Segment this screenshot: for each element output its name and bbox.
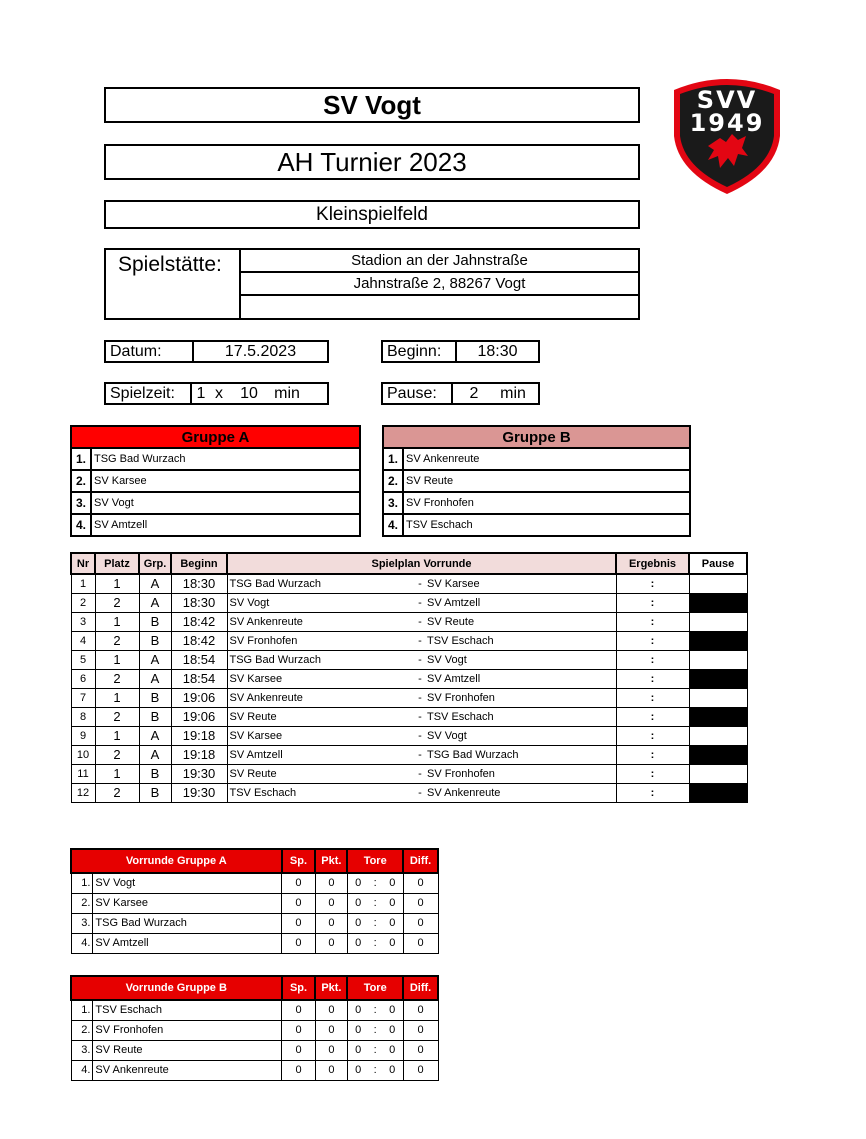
standings-row — [71, 1000, 438, 1020]
match-grp: A — [139, 726, 171, 745]
pause-cell — [689, 783, 747, 802]
home-team: TSV Eschach — [227, 783, 415, 802]
match-grp: B — [139, 631, 171, 650]
match-result: : — [616, 745, 689, 764]
match-grp: B — [139, 612, 171, 631]
standing-sp: 0 — [282, 1020, 316, 1040]
match-dash: - — [415, 669, 425, 688]
rank: 4. — [72, 515, 92, 535]
match-grp: A — [139, 593, 171, 612]
standing-team: SV Amtzell — [93, 933, 282, 953]
match-nr: 10 — [71, 745, 95, 764]
match-dash: - — [415, 783, 425, 802]
col-tore: Tore — [347, 976, 403, 1000]
venue-address: Jahnstraße 2, 88267 Vogt — [241, 273, 638, 296]
goals-for: 0 — [355, 1064, 362, 1076]
goals-against: 0 — [389, 1064, 396, 1076]
standing-rank: 4. — [71, 933, 93, 953]
goals-sep: : — [373, 937, 377, 949]
standing-pkt: 0 — [315, 1020, 347, 1040]
goals-against: 0 — [389, 877, 396, 890]
match-result: : — [616, 783, 689, 802]
away-team: SV Ankenreute — [425, 783, 616, 802]
match-grp: B — [139, 688, 171, 707]
standing-rank: 2. — [71, 893, 93, 913]
pause-cell — [689, 669, 747, 688]
group-a-box — [70, 425, 361, 537]
match-row — [71, 726, 747, 745]
standings-row — [71, 1060, 438, 1080]
goals-for: 0 — [355, 917, 362, 929]
rank: 1. — [72, 449, 92, 469]
goals-sep: : — [373, 1044, 377, 1056]
standing-diff: 0 — [403, 893, 438, 913]
match-nr: 3 — [71, 612, 95, 631]
goals-for: 0 — [355, 1024, 362, 1036]
match-time: 18:42 — [171, 631, 227, 650]
match-platz: 2 — [95, 593, 139, 612]
standings-row — [71, 893, 438, 913]
goals-sep: : — [373, 897, 377, 909]
match-row — [71, 593, 747, 612]
match-row — [71, 669, 747, 688]
team-name: SV Karsee — [94, 475, 147, 487]
goals-against: 0 — [389, 1044, 396, 1056]
standing-tore — [347, 1000, 403, 1020]
pause-unit: min — [500, 384, 526, 402]
pause-cell — [689, 764, 747, 783]
spielzeit-count: 1 — [196, 384, 206, 402]
goals-sep: : — [373, 917, 377, 929]
standings-a-header — [71, 849, 438, 873]
match-nr: 8 — [71, 707, 95, 726]
standing-diff: 0 — [403, 1040, 438, 1060]
col-diff: Diff. — [403, 849, 438, 873]
match-nr: 2 — [71, 593, 95, 612]
goals-for: 0 — [355, 897, 362, 909]
match-platz: 2 — [95, 783, 139, 802]
tournament-title: AH Turnier 2023 — [104, 144, 640, 180]
pause-box — [381, 382, 540, 405]
standings-a-table — [70, 848, 439, 954]
pause-cell — [689, 688, 747, 707]
match-dash: - — [415, 745, 425, 764]
standing-tore — [347, 913, 403, 933]
match-nr: 6 — [71, 669, 95, 688]
col-tore: Tore — [347, 849, 403, 873]
away-team: TSV Eschach — [425, 707, 616, 726]
spielzeit-x: x — [215, 384, 223, 402]
standing-diff: 0 — [403, 1000, 438, 1020]
goals-for: 0 — [355, 1004, 362, 1017]
venue-name: Stadion an der Jahnstraße — [241, 250, 638, 273]
spielzeit-label: Spielzeit: — [106, 384, 192, 403]
away-team: SV Fronhofen — [425, 764, 616, 783]
standing-team: SV Ankenreute — [93, 1060, 282, 1080]
match-nr: 9 — [71, 726, 95, 745]
away-team: SV Fronhofen — [425, 688, 616, 707]
match-result: : — [616, 574, 689, 593]
beginn-label: Beginn: — [383, 342, 457, 361]
group-a-row — [72, 471, 359, 493]
match-grp: B — [139, 707, 171, 726]
standing-team: TSG Bad Wurzach — [93, 913, 282, 933]
standing-team: SV Karsee — [93, 893, 282, 913]
col-nr: Nr — [71, 553, 95, 574]
match-time: 19:30 — [171, 764, 227, 783]
match-row — [71, 783, 747, 802]
col-spielplan: Spielplan Vorrunde — [227, 553, 616, 574]
match-platz: 1 — [95, 726, 139, 745]
match-grp: B — [139, 783, 171, 802]
venue-lines — [239, 250, 638, 318]
team-name: TSG Bad Wurzach — [94, 453, 186, 465]
match-platz: 2 — [95, 707, 139, 726]
standing-rank: 1. — [71, 1000, 93, 1020]
home-team: SV Karsee — [227, 669, 415, 688]
pause-cell — [689, 612, 747, 631]
standing-rank: 4. — [71, 1060, 93, 1080]
field-title: Kleinspielfeld — [104, 200, 640, 229]
match-platz: 2 — [95, 745, 139, 764]
match-result: : — [616, 631, 689, 650]
club-logo — [668, 76, 786, 196]
goals-against: 0 — [389, 917, 396, 929]
match-nr: 12 — [71, 783, 95, 802]
match-grp: B — [139, 764, 171, 783]
club-title: SV Vogt — [104, 87, 640, 123]
group-b-row — [384, 493, 689, 515]
match-time: 18:54 — [171, 669, 227, 688]
venue-line-empty — [241, 296, 638, 318]
standing-sp: 0 — [282, 1040, 316, 1060]
col-beginn: Beginn — [171, 553, 227, 574]
pause-minutes: 2 — [469, 384, 479, 402]
match-dash: - — [415, 631, 425, 650]
standing-team: SV Reute — [93, 1040, 282, 1060]
standing-diff: 0 — [403, 873, 438, 893]
match-result: : — [616, 593, 689, 612]
match-dash: - — [415, 650, 425, 669]
team-name: SV Reute — [406, 475, 454, 487]
home-team: SV Ankenreute — [227, 688, 415, 707]
goals-against: 0 — [389, 897, 396, 909]
pause-cell — [689, 745, 747, 764]
schedule-header — [71, 553, 747, 574]
match-platz: 1 — [95, 650, 139, 669]
match-row — [71, 574, 747, 593]
standing-tore — [347, 893, 403, 913]
match-time: 19:06 — [171, 707, 227, 726]
match-platz: 2 — [95, 669, 139, 688]
group-a-row — [72, 515, 359, 535]
home-team: SV Reute — [227, 707, 415, 726]
home-team: SV Vogt — [227, 593, 415, 612]
standing-pkt: 0 — [315, 1060, 347, 1080]
spielzeit-unit: min — [274, 384, 300, 402]
rank: 1. — [384, 449, 404, 469]
away-team: SV Reute — [425, 612, 616, 631]
venue-box — [104, 248, 640, 320]
group-b-row — [384, 449, 689, 471]
venue-label: Spielstätte: — [118, 253, 222, 276]
standing-sp: 0 — [282, 1000, 316, 1020]
group-b-row — [384, 471, 689, 493]
goals-sep: : — [373, 877, 377, 890]
home-team: SV Amtzell — [227, 745, 415, 764]
col-pause: Pause — [689, 553, 747, 574]
match-grp: A — [139, 650, 171, 669]
match-result: : — [616, 669, 689, 688]
standing-sp: 0 — [282, 933, 316, 953]
rank: 4. — [384, 515, 404, 535]
match-row — [71, 688, 747, 707]
away-team: SV Vogt — [425, 650, 616, 669]
col-platz: Platz — [95, 553, 139, 574]
away-team: TSV Eschach — [425, 631, 616, 650]
schedule-table — [70, 552, 748, 803]
pause-cell — [689, 574, 747, 593]
pause-cell — [689, 707, 747, 726]
match-result: : — [616, 650, 689, 669]
standing-pkt: 0 — [315, 873, 347, 893]
goals-against: 0 — [389, 1024, 396, 1036]
standing-diff: 0 — [403, 1020, 438, 1040]
standing-diff: 0 — [403, 933, 438, 953]
group-a-row — [72, 493, 359, 515]
standing-team: SV Fronhofen — [93, 1020, 282, 1040]
group-a-title: Gruppe A — [72, 427, 359, 449]
col-sp: Sp. — [282, 849, 316, 873]
standing-rank: 2. — [71, 1020, 93, 1040]
home-team: SV Reute — [227, 764, 415, 783]
standing-rank: 3. — [71, 913, 93, 933]
svg-text:SVV: SVV — [696, 86, 758, 114]
spielzeit-box — [104, 382, 329, 405]
standings-row — [71, 913, 438, 933]
match-dash: - — [415, 726, 425, 745]
svv-crest-icon — [668, 76, 786, 196]
away-team: SV Vogt — [425, 726, 616, 745]
goals-for: 0 — [355, 877, 362, 890]
svg-text:1949: 1949 — [689, 109, 765, 137]
match-platz: 2 — [95, 631, 139, 650]
standing-tore — [347, 1040, 403, 1060]
match-result: : — [616, 726, 689, 745]
standings-b-table — [70, 975, 439, 1081]
standing-sp: 0 — [282, 873, 316, 893]
goals-for: 0 — [355, 1044, 362, 1056]
away-team: SV Amtzell — [425, 593, 616, 612]
match-dash: - — [415, 593, 425, 612]
standings-b-title: Vorrunde Gruppe B — [71, 976, 282, 1000]
match-time: 18:30 — [171, 593, 227, 612]
col-diff: Diff. — [403, 976, 438, 1000]
standing-sp: 0 — [282, 893, 316, 913]
home-team: SV Karsee — [227, 726, 415, 745]
match-time: 18:30 — [171, 574, 227, 593]
match-nr: 11 — [71, 764, 95, 783]
match-platz: 1 — [95, 688, 139, 707]
match-nr: 4 — [71, 631, 95, 650]
standing-pkt: 0 — [315, 893, 347, 913]
standings-row — [71, 933, 438, 953]
goals-sep: : — [373, 1004, 377, 1017]
goals-for: 0 — [355, 937, 362, 949]
team-name: TSV Eschach — [406, 519, 473, 531]
match-row — [71, 631, 747, 650]
team-name: SV Vogt — [94, 497, 134, 509]
team-name: SV Amtzell — [94, 519, 148, 531]
match-time: 19:18 — [171, 726, 227, 745]
match-time: 19:06 — [171, 688, 227, 707]
goals-sep: : — [373, 1024, 377, 1036]
standing-sp: 0 — [282, 913, 316, 933]
standing-tore — [347, 1060, 403, 1080]
standings-row — [71, 873, 438, 893]
rank: 2. — [384, 471, 404, 491]
pause-cell — [689, 593, 747, 612]
pause-cell — [689, 726, 747, 745]
match-time: 19:30 — [171, 783, 227, 802]
standings-b-header — [71, 976, 438, 1000]
match-time: 18:54 — [171, 650, 227, 669]
col-ergebnis: Ergebnis — [616, 553, 689, 574]
beginn-value: 18:30 — [477, 342, 518, 360]
rank: 3. — [72, 493, 92, 513]
match-time: 19:18 — [171, 745, 227, 764]
match-platz: 1 — [95, 574, 139, 593]
standing-tore — [347, 933, 403, 953]
away-team: SV Amtzell — [425, 669, 616, 688]
standing-tore — [347, 1020, 403, 1040]
standing-sp: 0 — [282, 1060, 316, 1080]
standings-row — [71, 1020, 438, 1040]
standing-team: SV Vogt — [93, 873, 282, 893]
standing-diff: 0 — [403, 913, 438, 933]
home-team: SV Fronhofen — [227, 631, 415, 650]
match-result: : — [616, 707, 689, 726]
standing-rank: 3. — [71, 1040, 93, 1060]
standing-pkt: 0 — [315, 1040, 347, 1060]
goals-against: 0 — [389, 937, 396, 949]
match-row — [71, 650, 747, 669]
datum-box — [104, 340, 329, 363]
standings-a-title: Vorrunde Gruppe A — [71, 849, 282, 873]
rank: 3. — [384, 493, 404, 513]
pause-cell — [689, 631, 747, 650]
match-dash: - — [415, 707, 425, 726]
match-platz: 1 — [95, 764, 139, 783]
match-row — [71, 707, 747, 726]
match-dash: - — [415, 612, 425, 631]
standing-tore — [347, 873, 403, 893]
pause-label: Pause: — [383, 384, 453, 403]
standing-pkt: 0 — [315, 1000, 347, 1020]
match-nr: 1 — [71, 574, 95, 593]
match-grp: A — [139, 745, 171, 764]
group-b-box — [382, 425, 691, 537]
match-row — [71, 764, 747, 783]
col-pkt: Pkt. — [315, 976, 347, 1000]
home-team: SV Ankenreute — [227, 612, 415, 631]
goals-against: 0 — [389, 1004, 396, 1017]
goals-sep: : — [373, 1064, 377, 1076]
match-result: : — [616, 764, 689, 783]
match-grp: A — [139, 574, 171, 593]
col-sp: Sp. — [282, 976, 316, 1000]
standing-diff: 0 — [403, 1060, 438, 1080]
rank: 2. — [72, 471, 92, 491]
away-team: TSG Bad Wurzach — [425, 745, 616, 764]
match-time: 18:42 — [171, 612, 227, 631]
home-team: TSG Bad Wurzach — [227, 650, 415, 669]
standing-team: TSV Eschach — [93, 1000, 282, 1020]
standing-rank: 1. — [71, 873, 93, 893]
group-b-row — [384, 515, 689, 535]
group-a-row — [72, 449, 359, 471]
match-nr: 5 — [71, 650, 95, 669]
match-nr: 7 — [71, 688, 95, 707]
match-dash: - — [415, 764, 425, 783]
match-row — [71, 612, 747, 631]
match-grp: A — [139, 669, 171, 688]
standing-pkt: 0 — [315, 933, 347, 953]
team-name: SV Fronhofen — [406, 497, 474, 509]
home-team: TSG Bad Wurzach — [227, 574, 415, 593]
spielzeit-minutes: 10 — [240, 384, 258, 402]
beginn-box — [381, 340, 540, 363]
match-result: : — [616, 688, 689, 707]
col-grp: Grp. — [139, 553, 171, 574]
standing-pkt: 0 — [315, 913, 347, 933]
match-row — [71, 745, 747, 764]
datum-label: Datum: — [106, 342, 194, 361]
away-team: SV Karsee — [425, 574, 616, 593]
col-pkt: Pkt. — [315, 849, 347, 873]
standings-row — [71, 1040, 438, 1060]
team-name: SV Ankenreute — [406, 453, 480, 465]
match-result: : — [616, 612, 689, 631]
match-dash: - — [415, 688, 425, 707]
match-platz: 1 — [95, 612, 139, 631]
pause-cell — [689, 650, 747, 669]
datum-value: 17.5.2023 — [224, 342, 297, 360]
match-dash: - — [415, 574, 425, 593]
group-b-title: Gruppe B — [384, 427, 689, 449]
